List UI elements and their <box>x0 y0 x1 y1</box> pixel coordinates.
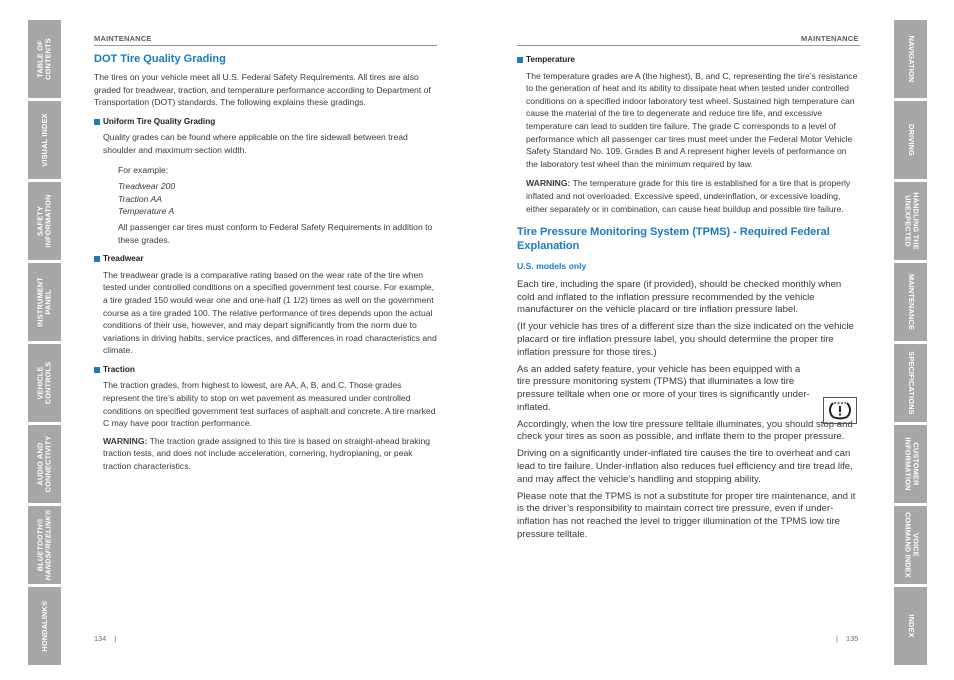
tab-index[interactable] <box>894 587 927 665</box>
tpms-icon-graphic <box>824 398 856 423</box>
tab-audio-and-connectivity[interactable] <box>28 425 61 503</box>
section-header-left: MAINTENANCE <box>94 34 152 43</box>
tpms-body <box>517 279 860 542</box>
uniform-heading <box>94 116 437 129</box>
for-example-label: For example: <box>118 164 169 175</box>
uniform-text: Quality grades can be found where applicable on the tire sidewall between tread shoulder and maximum section width. <box>103 132 408 155</box>
page-number: 135 <box>846 634 859 643</box>
tab-maintenance[interactable] <box>894 263 927 341</box>
tpms-paragraph-6: Please note that the TPMS is not a substitute for proper tire maintenance, and it is the driver’s responsibility to maintain correct tire pressure, even if under-inflation has not reached the level to trigger illumination of the TPMS low tire pressure telltale. <box>517 490 856 541</box>
tpms-title: Tire Pressure Monitoring System (TPMS) - Required Federal Explanation <box>517 226 830 253</box>
section-header-right: MAINTENANCE <box>801 34 859 43</box>
treadwear-heading <box>94 253 437 266</box>
warning-text: The temperature grade for this tire is established for a tire that is properly inflated and not overloaded. Excessive speed, underinflation, or excessive loading, either separately or in combination, can cause heat buildup and possible tire failure. <box>526 178 851 214</box>
tab-specifications[interactable] <box>894 344 927 422</box>
tab-handling-the-unexpected[interactable] <box>894 182 927 260</box>
tab-visual-index[interactable] <box>28 101 61 179</box>
warning-text: The traction grade assigned to this tire is based on straight-ahead braking traction tests, and does not include acceleration, cornering, hydroplaning, or peak traction characteristics. <box>103 435 431 472</box>
tab-label: MAINTENANCE <box>906 273 916 331</box>
intro-text: The tires on your vehicle meet all U.S. Federal Safety Requirements. All tires are also graded for treadwear, traction, and temperature performance according to Department of Transportation (DOT) standards. The following explains these gradings. <box>94 72 431 108</box>
page-number-left: 134 | <box>94 634 117 643</box>
tpms-telltale-icon <box>823 397 857 424</box>
bullet-square-icon <box>94 367 100 373</box>
tab-label: VISUAL INDEX <box>39 113 49 167</box>
treadwear-text: The treadwear grade is a comparative rating based on the wear rate of the tire when tested under controlled conditions on a specified government test course. For example, a tire graded 150 would wear one and one-half (1 1/2) times as well on the government course as a tire graded 100. The relative performance of tires depends upon the actual conditions of their use, however, and may depart significantly from the norm due to variations in driving habits, service practices, and differences in road characteristics and climate. <box>103 269 437 356</box>
tab-instrument-panel[interactable] <box>28 263 61 341</box>
tpms-paragraph-1: Each tire, including the spare (if provided), should be checked monthly when cold and inflated to the inflation pressure recommended by the vehicle manufacturer on the vehicle placard or tire inflation pressure label. <box>517 278 842 316</box>
tab-label: CUSTOMER INFORMATION <box>902 437 920 491</box>
tab-customer-information[interactable] <box>894 425 927 503</box>
bullet-square-icon <box>94 119 100 125</box>
example-traction: Traction AA <box>118 193 162 204</box>
header-rule-left <box>94 45 437 46</box>
tpms-paragraph-2: (If your vehicle has tires of a different size than the size indicated on the vehicle placard or tire inflation pressure label, you should determine the proper tire inflation pressure for those tires.) <box>517 321 854 358</box>
example-treadwear: Treadwear 200 <box>118 181 176 192</box>
tab-label: SAFETY INFORMATION <box>35 194 53 248</box>
bullet-square-icon <box>94 256 100 262</box>
tab-label: DRIVING <box>906 124 916 156</box>
tab-label: NAVIGATION <box>906 35 916 83</box>
tab-label: VOICE COMMAND INDEX <box>902 512 920 578</box>
all-passenger-text: All passenger car tires must conform to Federal Safety Requirements in addition to these grades. <box>118 221 433 245</box>
warning-label: WARNING: <box>526 178 571 189</box>
tpms-paragraph-5: Driving on a significantly under-inflated tire causes the tire to overheat and can lead to tire failure. Under-inflation also reduces fuel efficiency and tire tread life, and may affect the vehicle’s handling and stopping ability. <box>517 448 853 485</box>
tab-bluetooth-handsfreelink[interactable] <box>28 506 61 584</box>
right-section-tabs <box>894 20 927 668</box>
temperature-heading <box>517 54 860 67</box>
tab-voice-command-index[interactable] <box>894 506 927 584</box>
tab-label: AUDIO AND CONNECTIVITY <box>35 435 53 493</box>
tab-hondalink[interactable] <box>28 587 61 665</box>
traction-heading-label: Traction <box>103 364 135 374</box>
uniform-heading-label: Uniform Tire Quality Grading <box>103 116 216 126</box>
tab-label: HONDALINK® <box>39 600 49 652</box>
tab-label: INDEX <box>906 614 916 638</box>
tpms-paragraph-4: Accordingly, when the low tire pressure telltale illuminates, you should stop and check your tires as soon as possible, and inflate them to the proper pressure. <box>517 418 853 443</box>
tab-label: INSTRUMENT PANEL <box>35 277 53 327</box>
header-rule-right <box>517 45 860 46</box>
tab-label: TABLE OF CONTENTS <box>35 38 53 80</box>
bullet-square-icon <box>517 57 523 63</box>
tab-label: HANDLING THE UNEXPECTED <box>902 192 920 250</box>
tab-vehicle-controls[interactable] <box>28 344 61 422</box>
tab-label: SPECIFICATIONS <box>906 351 916 415</box>
left-page-content <box>94 52 437 473</box>
traction-heading <box>94 364 437 377</box>
traction-warning <box>94 435 437 473</box>
traction-text: The traction grades, from highest to lowest, are AA, A, B, and C. Those grades represent the tire’s ability to stop on wet pavement as measured under controlled conditions on specified government test surfaces of asphalt and concrete. A tire marked C may have poor traction performance. <box>103 380 436 429</box>
page-title: DOT Tire Quality Grading <box>94 53 226 65</box>
page-number-right: | 135 <box>836 634 859 643</box>
treadwear-heading-label: Treadwear <box>103 254 144 264</box>
right-page-content <box>517 52 860 546</box>
temperature-heading-label: Temperature <box>526 55 575 64</box>
temperature-warning <box>517 177 860 215</box>
us-models-label: U.S. models only <box>517 261 587 272</box>
tab-label: VEHICLE CONTROLS <box>35 361 53 405</box>
tab-table-of-contents[interactable] <box>28 20 61 98</box>
tpms-paragraph-3: As an added safety feature, your vehicle has been equipped with a tire pressure monitoring system (TPMS) that illuminates a low tire pressure telltale when one or more of your tires is significantly under-inflated. <box>517 363 810 413</box>
tab-safety-information[interactable] <box>28 182 61 260</box>
tab-navigation[interactable] <box>894 20 927 98</box>
tab-label: BLUETOOTH® HANDSFREELINK® <box>35 509 53 581</box>
temperature-text: The temperature grades are A (the highest), B, and C, representing the tire’s resistance to the generation of heat and its ability to dissipate heat when tested under controlled conditions on a specified indoor laboratory test wheel. Sustained high temperature can cause the material of the tire to degenerate and reduce tire life, and excessive temperature can lead to sudden tire failure. The grade C corresponds to a level of performance which all passenger car tires must meet under the Federal Motor Vehicle Safety Standard No. 109. Grades B and A represent higher levels of performance on the laboratory test wheel than the minimum required by law. <box>526 70 858 169</box>
warning-label: WARNING: <box>103 435 148 446</box>
page-number: 134 <box>94 634 107 643</box>
left-section-tabs <box>28 20 61 668</box>
tab-driving[interactable] <box>894 101 927 179</box>
example-temperature: Temperature A <box>118 206 175 217</box>
